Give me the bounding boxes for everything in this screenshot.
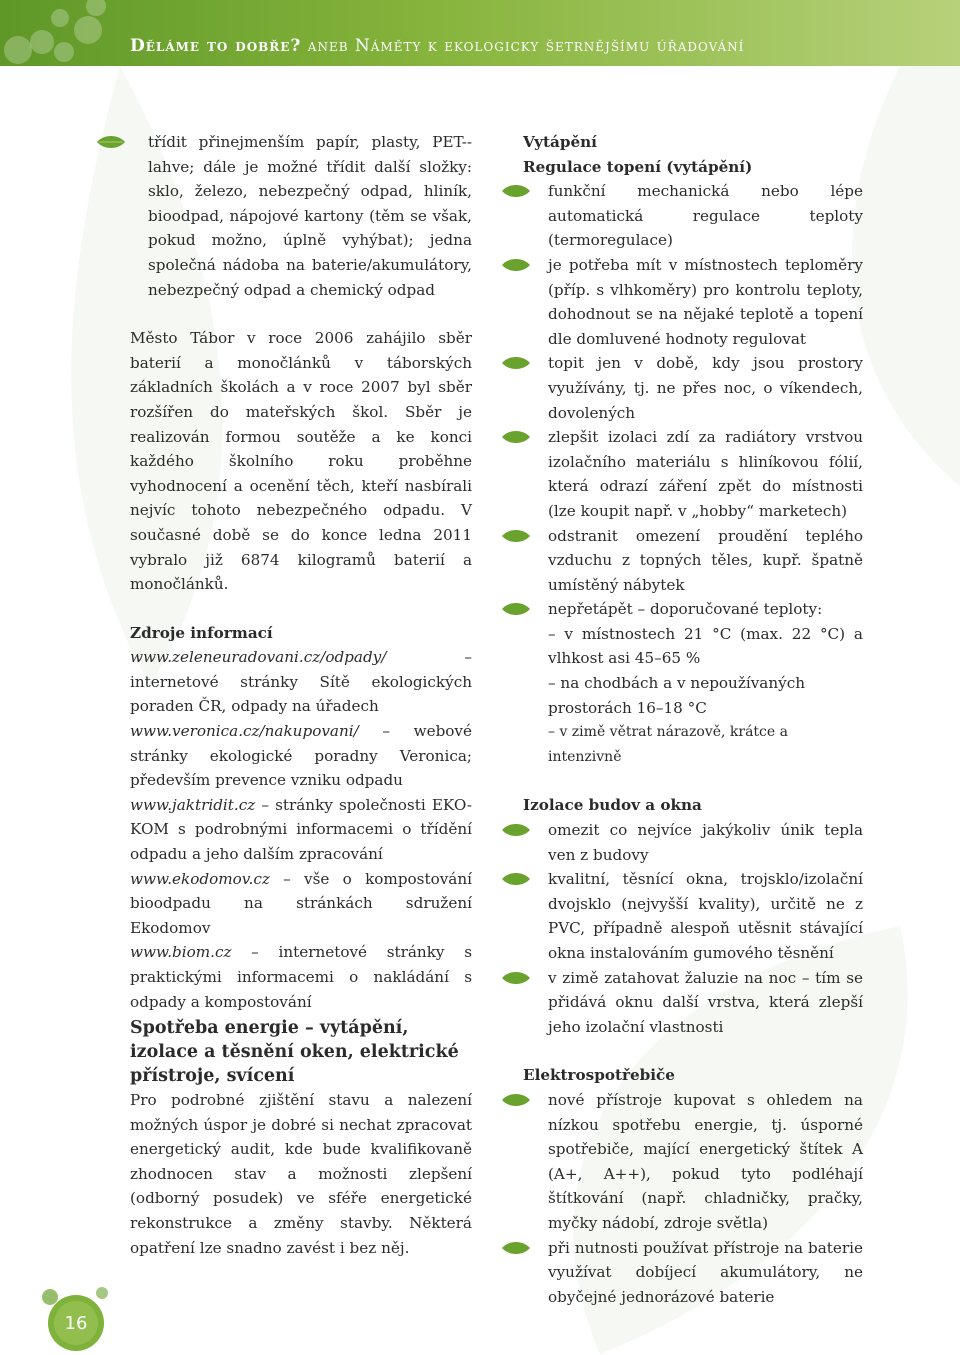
regulation-heading: Regulace topení (vytápění) bbox=[523, 157, 753, 176]
leaf-bullet-icon bbox=[501, 602, 531, 616]
list-item: v zimě zatahovat žaluzie na noc – tím se přidává oknu další vrstva, která zlepší jeho izolační vlastnosti bbox=[523, 966, 863, 1040]
energy-heading: Spotřeba energie – vytápění, izolace a těsnění oken, elektrické přístroje, svícení bbox=[130, 1018, 459, 1086]
list-item: nové přístroje kupovat s ohledem na nízkou spotřebu energie, tj. úsporné spotřebiče, mající energetický štítek A (A+, A++), pokud tyto podléhají štítkování (např. chladničky, pračky, myčky nádobí, zdroje světla) bbox=[523, 1088, 863, 1236]
sources-heading: Zdroje informací bbox=[130, 623, 273, 642]
source-link[interactable]: www.ekodomov.cz bbox=[130, 869, 270, 888]
list-item: je potřeba mít v místnostech teploměry (příp. s vlhkoměry) pro kontrolu teploty, dohodnout se na nějaké teplotě a topení dle domluvené hodnoty regulovat bbox=[523, 253, 863, 351]
list-item: nepřetápět – doporučované teploty: bbox=[523, 597, 863, 622]
source-item: www.ekodomov.cz – vše o kompostování bioodpadu na stránkách sdružení Ekodomov bbox=[130, 869, 472, 937]
leaf-bullet-icon bbox=[501, 184, 531, 198]
source-link[interactable]: www.veronica.cz/nakupovani/ bbox=[130, 722, 359, 741]
appliances-heading: Elektrospotřebiče bbox=[523, 1066, 675, 1085]
list-item: funkční mechanická nebo lépe automatická regulace teploty (termoregulace) bbox=[523, 179, 863, 253]
leaf-bullet-icon bbox=[501, 430, 531, 444]
leaf-bullet-icon bbox=[501, 258, 531, 272]
source-item: www.zeleneuradovani.cz/odpady/ – internetové stránky Sítě ekologických poraden ČR, odpady na úřadech bbox=[130, 648, 472, 716]
source-item: www.biom.cz – internetové stránky s praktickými informacemi o nakládání s odpady a kompostování bbox=[130, 943, 472, 1011]
page-header bbox=[0, 0, 960, 66]
insulation-heading: Izolace budov a okna bbox=[523, 796, 702, 815]
list-item: třídit přinejmenším papír, plasty, PET--lahve; dále je možné třídit další složky: sklo, železo, nebezpečný odpad, hliník, bioodpad, nápojové kartony (těm se však, pokud možno, úplně vyhýbat); jedna společná nádoba na baterie/akumulátory, nebezpečný odpad a chemický odpad bbox=[110, 130, 472, 302]
list-item: odstranit omezení proudění teplého vzduchu z topných těles, kupř. špatně umístěný nábytek bbox=[523, 524, 863, 598]
temperature-line: – v místnostech 21 °C (max. 22 °C) a vlhkost asi 45–65 % bbox=[548, 624, 863, 668]
leaf-bullet-icon bbox=[96, 135, 126, 149]
source-item: www.veronica.cz/nakupovani/ – webové stránky ekologické poradny Veronica; především prevence vzniku odpadu bbox=[130, 722, 472, 790]
page-number-badge bbox=[40, 1283, 112, 1355]
tabor-paragraph: Město Tábor v roce 2006 zahájilo sběr baterií a monočlánků v táborských základních školách a v roce 2007 byl sběr rozšířen do mateřských škol. Sběr je realizován formou soutěže a ke konci každého školního roku proběhne vyhodnocení a ocenění těch, kteří nasbírali nejvíc tohoto nebezpečného odpadu. V současné době se do konce ledna 2011 vybralo již 6874 kilogramů baterií a monočlánků. bbox=[130, 329, 472, 594]
list-item: kvalitní, těsnící okna, trojsklo/izolační dvojsklo (nejvyšší kvality), určitě ne z PVC, případně alespoň utěsnit stávající okna instalováním gumového těsnění bbox=[523, 867, 863, 965]
source-link[interactable]: www.biom.cz bbox=[130, 943, 232, 962]
source-link[interactable]: www.jaktridit.cz bbox=[130, 795, 256, 814]
leaf-bullet-icon bbox=[501, 823, 531, 837]
header-title: Děláme to dobře? aneb Náměty k ekologicky šetrnějšímu úřadování bbox=[130, 36, 745, 56]
list-item: topit jen v době, kdy jsou prostory využívány, tj. ne přes noc, o víkendech, dovolených bbox=[523, 351, 863, 425]
leaf-bullet-icon bbox=[501, 529, 531, 543]
list-item: zlepšit izolaci zdí za radiátory vrstvou izolačního materiálu s hliníkovou fólií, která odrazí záření zpět do místnosti (lze koupit např. v „hobby“ marketech) bbox=[523, 425, 863, 523]
leaf-bullet-icon bbox=[501, 971, 531, 985]
leaf-bullet-icon bbox=[501, 1093, 531, 1107]
leaf-bullet-icon bbox=[501, 872, 531, 886]
grape-leaf-logo bbox=[0, 0, 110, 66]
temperature-line: – na chodbách a v nepoužívaných prostorách 16–18 °C bbox=[548, 674, 805, 717]
left-column bbox=[110, 130, 472, 1014]
temperature-line: – v zimě větrat nárazově, krátce a intenzivně bbox=[548, 724, 788, 765]
list-item: omezit co nejvíce jakýkoliv únik tepla ven z budovy bbox=[523, 818, 863, 867]
leaf-bullet-icon bbox=[501, 1241, 531, 1255]
source-link[interactable]: www.zeleneuradovani.cz/odpady/ bbox=[130, 648, 387, 667]
source-item: www.jaktridit.cz – stránky společnosti EKO-KOM s podrobnými informacemi o třídění odpadu a jeho dalším zpracování bbox=[130, 795, 472, 864]
list-item: při nutnosti používat přístroje na baterie využívat dobíjecí akumulátory, ne obyčejné jednorázové baterie bbox=[523, 1236, 863, 1310]
leaf-bullet-icon bbox=[501, 356, 531, 370]
heating-heading: Vytápění bbox=[523, 133, 597, 151]
energy-section bbox=[110, 1016, 472, 1260]
page-number: 16 bbox=[64, 1313, 88, 1334]
energy-paragraph: Pro podrobné zjištění stavu a nalezení možných úspor je dobré si nechat zpracovat energetický audit, kde bude kvalifikovaně zhodnocen stav a možnosti zlepšení (odborný posudek) ve sféře energetické rekonstrukce a změny stavby. Některá opatření lze snadno zavést i bez něj. bbox=[130, 1091, 472, 1257]
right-column bbox=[523, 130, 863, 1309]
